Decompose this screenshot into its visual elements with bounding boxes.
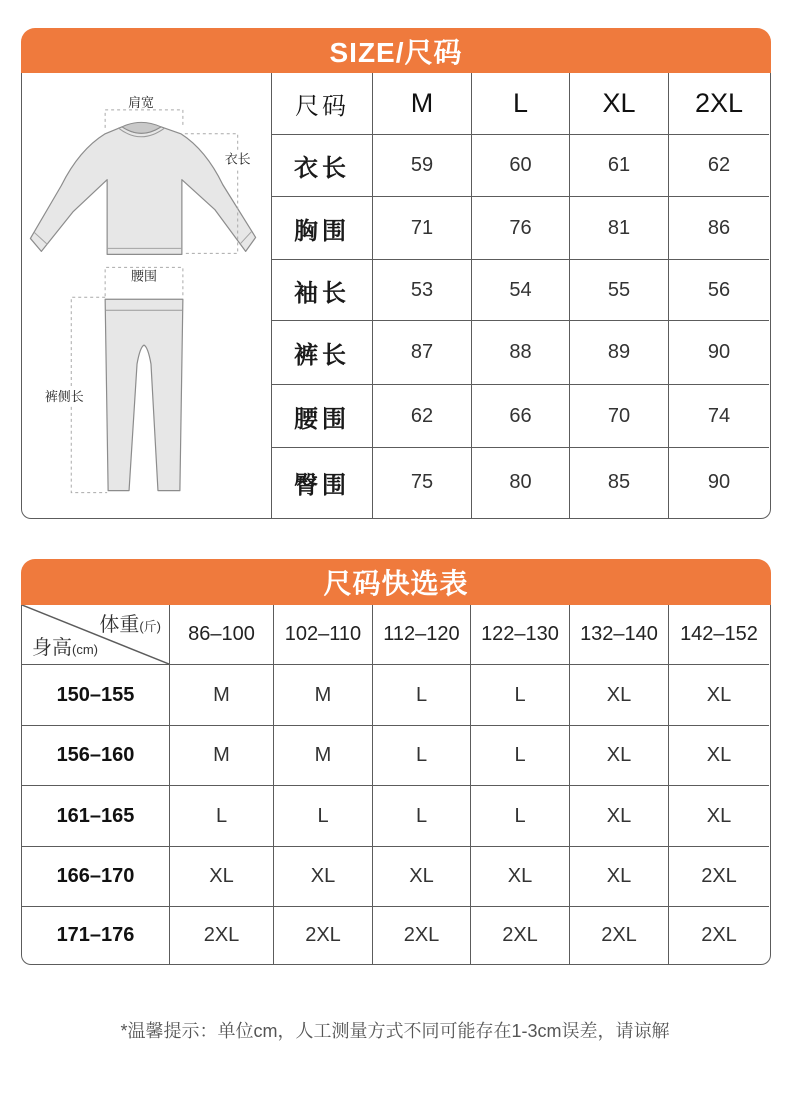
height-range-label: 171–176	[22, 906, 169, 964]
size-value: 86	[668, 196, 769, 259]
shirt-illustration	[30, 122, 255, 254]
height-range-label: 156–160	[22, 725, 169, 785]
recommended-size: M	[169, 664, 273, 725]
recommended-size: L	[470, 725, 569, 785]
recommended-size: 2XL	[668, 846, 769, 906]
recommended-size: XL	[569, 846, 668, 906]
top-length-label: 衣长	[224, 151, 251, 167]
row-label-hip: 臀围	[271, 447, 372, 518]
recommended-size: M	[273, 664, 372, 725]
garment-illustration	[22, 73, 271, 518]
recommended-size: XL	[273, 846, 372, 906]
size-value: 76	[471, 196, 569, 259]
size-value: 66	[471, 384, 569, 447]
recommended-size: XL	[169, 846, 273, 906]
row-label-pants-length: 裤长	[271, 320, 372, 384]
weight-unit: (斤)	[139, 619, 161, 634]
recommended-size: 2XL	[273, 906, 372, 964]
recommended-size: L	[372, 664, 470, 725]
recommended-size: M	[169, 725, 273, 785]
measurement-note: *温馨提示：单位cm，人工测量方式不同可能存在1-3cm误差，请谅解	[120, 1021, 670, 1041]
size-value: 56	[668, 259, 769, 320]
recommended-size: XL	[668, 725, 769, 785]
corner-header-cell	[22, 605, 169, 664]
recommended-size: XL	[668, 664, 769, 725]
recommended-size: L	[470, 664, 569, 725]
weight-range-header: 112–120	[372, 605, 470, 664]
size-value: 74	[668, 384, 769, 447]
row-label-top-length: 衣长	[271, 134, 372, 196]
size-value: 88	[471, 320, 569, 384]
size-value: 71	[372, 196, 471, 259]
recommended-size: XL	[372, 846, 470, 906]
size-header-m: M	[372, 73, 471, 134]
size-header-l: L	[471, 73, 569, 134]
quick-select-card	[21, 559, 771, 965]
recommended-size: 2XL	[169, 906, 273, 964]
recommended-size: XL	[569, 785, 668, 846]
recommended-size: 2XL	[372, 906, 470, 964]
height-label: 身高	[32, 637, 72, 659]
row-label-waist: 腰围	[271, 384, 372, 447]
size-header-xl: XL	[569, 73, 668, 134]
size-value: 60	[471, 134, 569, 196]
size-value: 59	[372, 134, 471, 196]
shirt-outline	[30, 127, 255, 255]
size-value: 87	[372, 320, 471, 384]
height-range-label: 150–155	[22, 664, 169, 725]
pants-side-length-label: 裤侧长	[44, 388, 84, 404]
shoulder-width-label: 肩宽	[128, 94, 154, 110]
size-value: 53	[372, 259, 471, 320]
quick-select-table	[21, 605, 771, 965]
recommended-size: L	[372, 725, 470, 785]
recommended-size: 2XL	[668, 906, 769, 964]
recommended-size: 2XL	[569, 906, 668, 964]
size-value: 55	[569, 259, 668, 320]
size-column-header: 尺码	[271, 73, 372, 134]
recommended-size: L	[372, 785, 470, 846]
weight-range-header: 142–152	[668, 605, 769, 664]
weight-label: 体重	[99, 614, 140, 636]
pants-illustration	[105, 299, 183, 490]
size-value: 62	[372, 384, 471, 447]
recommended-size: XL	[668, 785, 769, 846]
size-header-2xl: 2XL	[668, 73, 769, 134]
size-chart-table	[21, 73, 771, 519]
weight-range-header: 102–110	[273, 605, 372, 664]
size-value: 90	[668, 447, 769, 518]
weight-heading	[99, 608, 161, 637]
size-value: 62	[668, 134, 769, 196]
recommended-size: XL	[569, 725, 668, 785]
weight-range-header: 132–140	[569, 605, 668, 664]
weight-range-header: 86–100	[169, 605, 273, 664]
size-value: 90	[668, 320, 769, 384]
recommended-size: XL	[470, 846, 569, 906]
quick-select-title: 尺码快选表	[21, 559, 771, 605]
row-label-chest: 胸围	[271, 196, 372, 259]
recommended-size: 2XL	[470, 906, 569, 964]
weight-range-header: 122–130	[470, 605, 569, 664]
size-chart-card	[21, 28, 771, 519]
size-value: 54	[471, 259, 569, 320]
height-unit: (cm)	[72, 642, 98, 657]
size-value: 75	[372, 447, 471, 518]
recommended-size: M	[273, 725, 372, 785]
size-value: 80	[471, 447, 569, 518]
recommended-size: XL	[569, 664, 668, 725]
pants-outline	[105, 299, 183, 490]
size-chart-title: SIZE/尺码	[21, 28, 771, 73]
size-value: 89	[569, 320, 668, 384]
size-value: 70	[569, 384, 668, 447]
recommended-size: L	[169, 785, 273, 846]
height-range-label: 166–170	[22, 846, 169, 906]
size-value: 81	[569, 196, 668, 259]
garment-illustration-panel	[22, 73, 271, 518]
size-value: 85	[569, 447, 668, 518]
size-value: 61	[569, 134, 668, 196]
height-heading	[32, 631, 98, 660]
row-label-sleeve-length: 袖长	[271, 259, 372, 320]
recommended-size: L	[470, 785, 569, 846]
height-range-label: 161–165	[22, 785, 169, 846]
recommended-size: L	[273, 785, 372, 846]
waist-label: 腰围	[131, 268, 157, 284]
